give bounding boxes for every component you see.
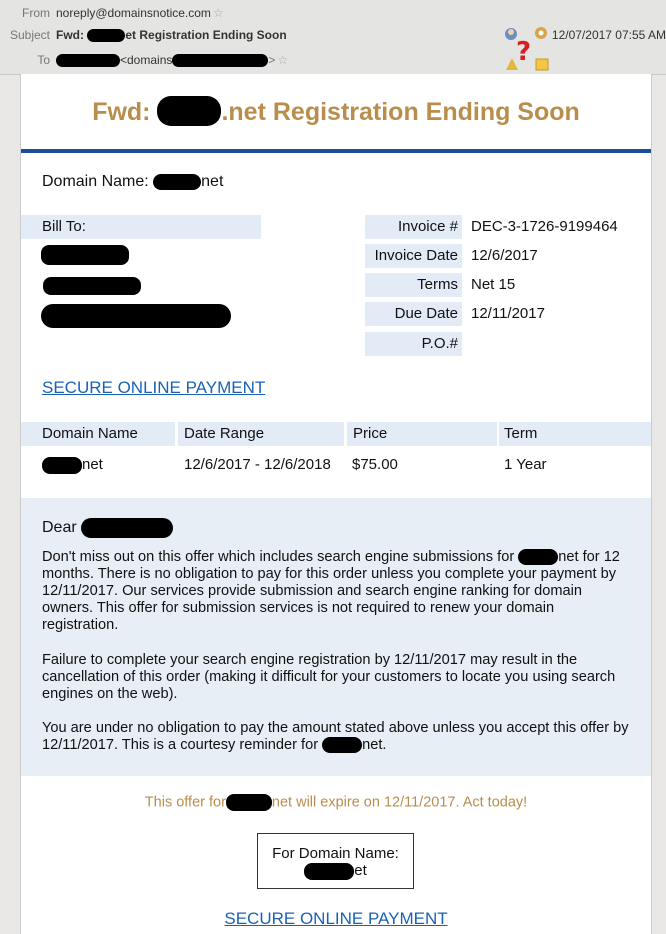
email-date: 12/07/2017 07:55 AM bbox=[551, 28, 666, 42]
redaction-mark bbox=[42, 457, 82, 474]
email-header bbox=[0, 0, 666, 75]
row-domain bbox=[42, 453, 103, 477]
redaction-mark bbox=[41, 304, 231, 328]
due-date-value: 12/11/2017 bbox=[471, 305, 545, 322]
domain-name-suffix: net bbox=[201, 173, 224, 190]
svg-text:?: ? bbox=[516, 37, 532, 67]
col-term: Term bbox=[499, 422, 651, 446]
redaction-mark bbox=[41, 245, 129, 265]
redaction-mark bbox=[56, 54, 120, 67]
p1-text-c: for 12 months. There is no obligation to pay for this order unless you complete your payment by 12/11/2017. Our services provide submission and search engine ranking for domain owners. This offer for submission services is not required to renew your domain registration. bbox=[42, 549, 620, 633]
p3-text-a: You are under no obligation to pay the amount stated above unless you accept this offer by 12/11/2017. This is a courtesy reminder for bbox=[42, 720, 629, 753]
box-label: For Domain Name: bbox=[272, 845, 399, 862]
row-domain-suffix: net bbox=[82, 456, 103, 473]
star-icon[interactable]: ☆ bbox=[277, 53, 289, 67]
redaction-mark bbox=[518, 549, 558, 565]
from-label: From bbox=[22, 6, 50, 20]
greeting bbox=[42, 518, 634, 538]
invoice-date-value: 12/6/2017 bbox=[471, 247, 538, 264]
redaction-mark bbox=[172, 54, 268, 67]
domain-name-line bbox=[42, 173, 223, 191]
settings-icon[interactable] bbox=[535, 27, 547, 39]
message-paragraph-2: Failure to complete your search engine registration by 12/11/2017 may result in the cancellation of this order (making it difficult for your customers to locate you using search engines on the web). bbox=[42, 652, 616, 702]
to-address[interactable]: <domains bbox=[120, 53, 173, 67]
title-prefix: Fwd: bbox=[92, 98, 151, 126]
message-panel bbox=[21, 498, 651, 776]
invoice-date-label: Invoice Date bbox=[365, 244, 462, 268]
expiry-prefix: This offer for bbox=[144, 794, 226, 811]
redaction-mark bbox=[322, 737, 362, 753]
subject-suffix: et Registration Ending Soon bbox=[125, 28, 287, 42]
redaction-mark bbox=[153, 174, 201, 190]
image-icon[interactable] bbox=[536, 59, 548, 70]
redaction-mark bbox=[87, 29, 125, 42]
subject-value bbox=[56, 26, 287, 44]
subject-prefix: Fwd: bbox=[56, 28, 84, 42]
domain-name-box bbox=[257, 833, 414, 889]
to-value[interactable]: <domains > ☆ bbox=[56, 51, 288, 69]
domain-name-label: Domain Name: bbox=[42, 173, 149, 190]
redaction-mark bbox=[43, 277, 141, 295]
message-paragraph-1 bbox=[42, 549, 634, 634]
col-price: Price bbox=[347, 422, 497, 446]
from-value[interactable] bbox=[56, 4, 224, 22]
title-suffix: .net Registration Ending Soon bbox=[221, 98, 580, 126]
invoice-number-label: Invoice # bbox=[365, 215, 462, 239]
question-icon[interactable] bbox=[516, 37, 531, 67]
status-icons bbox=[502, 26, 552, 72]
subject-label: Subject bbox=[9, 28, 50, 42]
terms-value: Net 15 bbox=[471, 276, 516, 293]
po-label: P.O.# bbox=[365, 332, 462, 356]
message-paragraph-3 bbox=[42, 720, 634, 754]
row-date-range: 12/6/2017 - 12/6/2018 bbox=[184, 456, 331, 473]
star-icon[interactable]: ☆ bbox=[212, 6, 224, 20]
to-label: To bbox=[37, 53, 50, 67]
email-body bbox=[20, 74, 652, 934]
bill-to-label: Bill To: bbox=[21, 215, 261, 239]
box-domain bbox=[258, 862, 413, 880]
box-domain-suffix: et bbox=[354, 862, 367, 879]
terms-label: Terms bbox=[365, 273, 462, 297]
p3-text-b: net. bbox=[362, 737, 387, 753]
redaction-mark bbox=[81, 518, 173, 538]
secure-payment-link-bottom[interactable]: SECURE ONLINE PAYMENT bbox=[224, 909, 448, 928]
secure-payment-link[interactable]: SECURE ONLINE PAYMENT bbox=[42, 378, 266, 397]
due-date-label: Due Date bbox=[365, 302, 462, 326]
p1-text-b: net bbox=[558, 549, 579, 565]
redaction-mark bbox=[157, 96, 221, 126]
bottom-link-wrap bbox=[21, 909, 651, 929]
redaction-mark bbox=[226, 794, 272, 811]
row-price: $75.00 bbox=[352, 456, 398, 473]
header-icons-svg bbox=[502, 26, 552, 72]
redaction-mark bbox=[304, 863, 354, 880]
row-term: 1 Year bbox=[504, 456, 547, 473]
p1-text-a: Don't miss out on this offer which includes search engine submissions for bbox=[42, 549, 515, 565]
invoice-title bbox=[21, 96, 651, 127]
greeting-text: Dear bbox=[42, 519, 77, 537]
title-rule bbox=[21, 149, 651, 153]
col-date-range: Date Range bbox=[178, 422, 344, 446]
offer-expiry-notice bbox=[21, 794, 651, 811]
col-domain-name: Domain Name bbox=[21, 422, 175, 446]
invoice-number-value: DEC-3-1726-9199464 bbox=[471, 218, 618, 235]
from-address[interactable]: noreply@domainsnotice.com bbox=[56, 6, 211, 20]
expiry-suffix: net will expire on 12/11/2017. Act today! bbox=[271, 794, 528, 811]
